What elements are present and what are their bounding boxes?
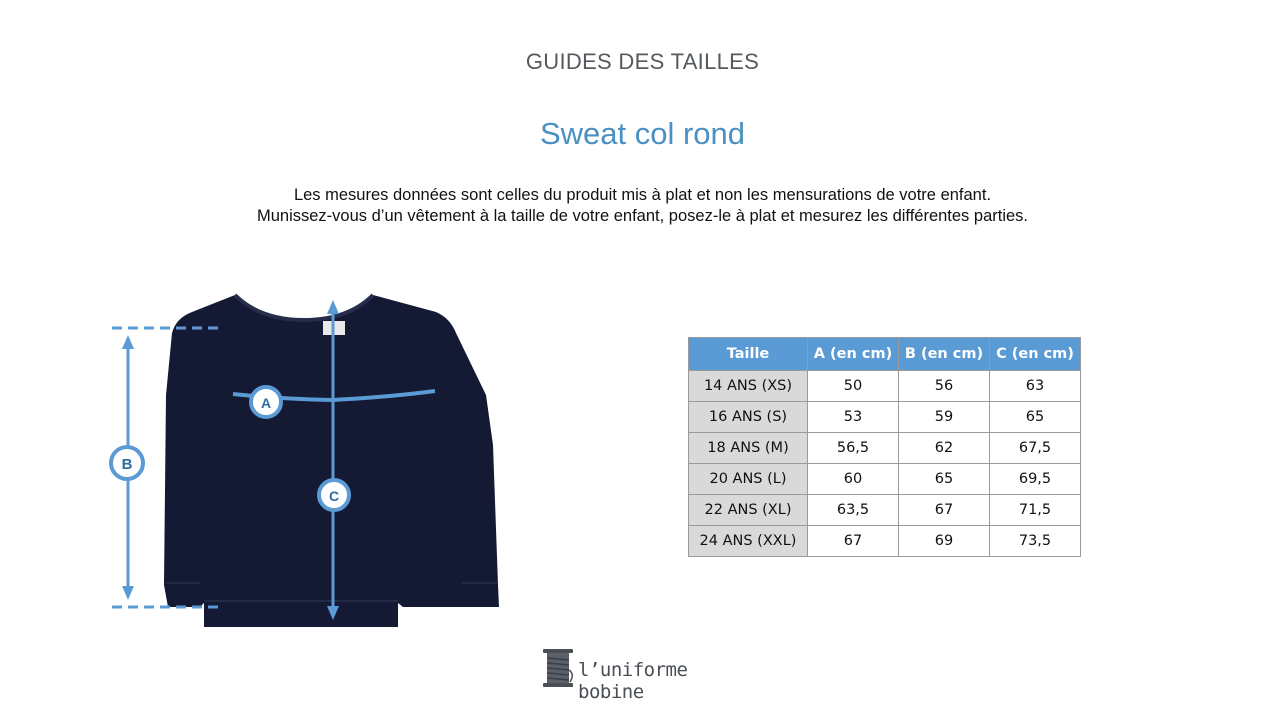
column-header-b: B (en cm) — [899, 338, 990, 371]
c-cell: 69,5 — [990, 464, 1081, 495]
table-row — [689, 433, 1081, 464]
c-cell: 63 — [990, 371, 1081, 402]
brand-logo — [540, 646, 750, 703]
intro-line-1: Les mesures données sont celles du produit mis à plat et non les mensurations de votre enfant. — [293, 186, 992, 204]
b-cell: 67 — [899, 495, 990, 526]
size-cell: 18 ANS (M) — [689, 433, 808, 464]
page-title: GUIDES DES TAILLES — [525, 49, 760, 74]
brand-name: l’uniforme bobine — [578, 659, 688, 703]
table-row — [689, 464, 1081, 495]
marker-c — [319, 480, 349, 510]
marker-b-label: B — [121, 456, 133, 473]
column-header-c: C (en cm) — [990, 338, 1081, 371]
intro-line-2: Munissez-vous d’un vêtement à la taille de votre enfant, posez-le à plat et mesurez les différentes parties. — [256, 207, 1029, 225]
size-cell: 14 ANS (XS) — [689, 371, 808, 402]
size-cell: 24 ANS (XXL) — [689, 526, 808, 557]
size-table-header-row — [689, 338, 1081, 371]
a-cell: 67 — [808, 526, 899, 557]
a-cell: 63,5 — [808, 495, 899, 526]
column-header-a: A (en cm) — [808, 338, 899, 371]
measure-c-arrow-top — [327, 300, 339, 314]
c-cell: 71,5 — [990, 495, 1081, 526]
size-cell: 20 ANS (L) — [689, 464, 808, 495]
product-title: Sweat col rond — [539, 116, 746, 151]
b-cell: 62 — [899, 433, 990, 464]
b-cell: 69 — [899, 526, 990, 557]
marker-a — [251, 387, 281, 417]
table-row — [689, 402, 1081, 433]
measure-b-arrow-bottom — [122, 586, 134, 600]
measure-b-arrow-top — [122, 335, 134, 349]
a-cell: 60 — [808, 464, 899, 495]
thread-spool-icon — [540, 648, 576, 688]
a-cell: 50 — [808, 371, 899, 402]
size-table — [688, 337, 1081, 557]
size-cell: 22 ANS (XL) — [689, 495, 808, 526]
c-cell: 65 — [990, 402, 1081, 433]
marker-a-label: A — [260, 395, 272, 411]
b-cell: 56 — [899, 371, 990, 402]
marker-c-label: C — [328, 488, 340, 504]
table-row — [689, 371, 1081, 402]
c-cell: 67,5 — [990, 433, 1081, 464]
b-cell: 59 — [899, 402, 990, 433]
size-cell: 16 ANS (S) — [689, 402, 808, 433]
c-cell: 73,5 — [990, 526, 1081, 557]
intro-text — [0, 185, 1280, 227]
table-row — [689, 495, 1081, 526]
column-header-taille: Taille — [689, 338, 808, 371]
table-row — [689, 526, 1081, 557]
marker-b — [111, 447, 143, 479]
a-cell: 53 — [808, 402, 899, 433]
a-cell: 56,5 — [808, 433, 899, 464]
sweatshirt-diagram — [100, 285, 520, 635]
b-cell: 65 — [899, 464, 990, 495]
